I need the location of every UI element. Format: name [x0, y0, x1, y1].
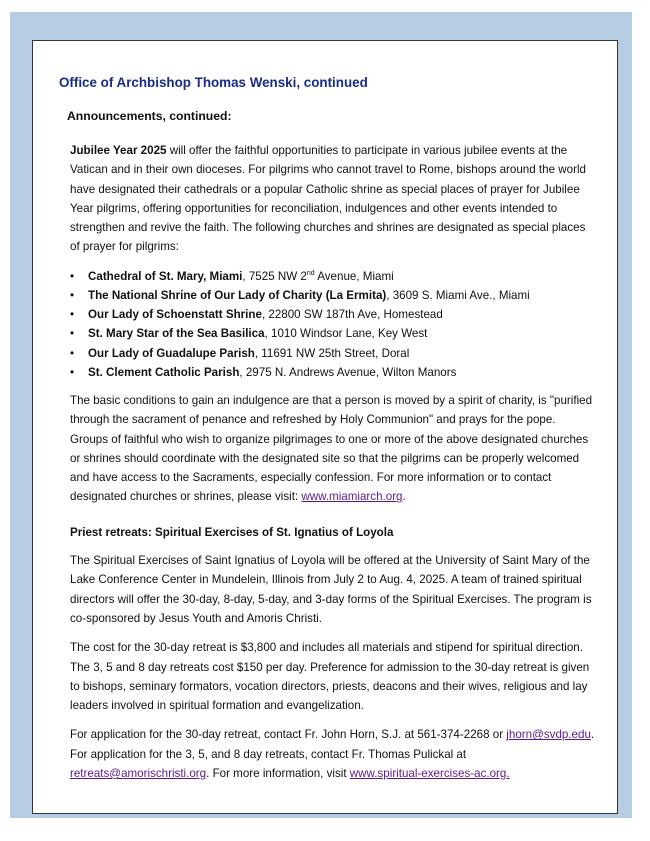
announcements-subheading: Announcements, continued:	[67, 109, 232, 123]
list-item	[70, 286, 596, 305]
church-address: , 7525 NW 2	[242, 269, 307, 283]
church-list	[70, 267, 596, 382]
retreats-paragraph-2: The cost for the 30-day retreat is $3,800 and includes all materials and stipend for spiritual direction. The 3, 5 and 8 day retreats cost $150 per day. Preference for admission to the 30-day retreat is given to bishops, seminary formators, vocation directors, priests, deacons and their wives, religious and lay leaders involved in spiritual formation and evangelization.	[70, 641, 590, 713]
list-item	[70, 344, 596, 363]
bullet-icon: •	[70, 308, 75, 322]
bullet-icon: •	[70, 346, 75, 360]
jubilee-text: will offer the faithful opportunities to participate in various jubilee events at the Vatican and in their own dioceses. For pilgrims who cannot travel to Rome, bishops around the world have designated their cathedrals or a popular Catholic shrine as special places of prayer for Jubilee Year pilgrims, offering opportunities for reconciliation, indulgences and other events intended to strengthen and revive the faith. The following churches and shrines are designated as special places of prayer for pilgrims:	[70, 144, 586, 254]
church-name: St. Mary Star of the Sea Basilica	[88, 327, 265, 341]
email-link-jhorn[interactable]: jhorn@svdp.edu	[506, 728, 591, 742]
bullet-icon: •	[70, 288, 75, 302]
website-link[interactable]: www.spiritual-exercises-ac.org.	[349, 767, 510, 781]
indulgence-paragraph	[70, 391, 596, 507]
page-frame	[10, 12, 632, 818]
church-name: The National Shrine of Our Lady of Charity (La Ermita)	[88, 288, 387, 302]
church-address: , 2975 N. Andrews Avenue, Wilton Manors	[239, 365, 457, 379]
ordinal-suffix: nd	[306, 269, 315, 277]
church-address: , 22800 SW 187th Ave, Homestead	[261, 308, 443, 322]
church-name: Our Lady of Schoenstatt Shrine	[88, 308, 262, 322]
church-name: Our Lady of Guadalupe Parish	[88, 346, 255, 360]
church-address: , 3609 S. Miami Ave., Miami	[386, 288, 530, 302]
church-name: St. Clement Catholic Parish	[88, 365, 240, 379]
miamiarch-link[interactable]: www.miamiarch.org	[301, 490, 403, 504]
email-link-retreats[interactable]: retreats@amorischristi.org	[70, 767, 207, 781]
bullet-icon: •	[70, 269, 75, 283]
list-item	[70, 267, 596, 286]
indulgence-text: The basic conditions to gain an indulgence are that a person is moved by a spirit of charity, is "purified through the sacrament of penance and refreshed by Holy Communion" and prays for the pope. Groups of faithful who wish to organize pilgrimages to one or more of the above designated churches or shrines should coordinate with the designated site so that the pilgrims can be properly welcomed and have access to the Sacraments, especially confession. For more information or to contact designated churches or shrines, please visit:	[70, 394, 593, 504]
church-address-rest: Avenue, Miami	[314, 269, 394, 283]
church-address: , 11691 NW 25th Street, Doral	[254, 346, 410, 360]
page-header: Office of Archbishop Thomas Wenski, continued	[59, 75, 368, 90]
list-item	[70, 324, 596, 343]
list-item	[70, 363, 596, 382]
document-page	[32, 40, 618, 814]
jubilee-lead: Jubilee Year 2025	[70, 144, 167, 157]
contact-text-2: . For application for the 3, 5, and 8 day retreats, contact Fr. Thomas Pulickal at	[70, 728, 595, 761]
church-name: Cathedral of St. Mary, Miami	[88, 269, 243, 283]
content-body	[70, 141, 596, 793]
indulgence-end: .	[402, 490, 406, 504]
contact-text-1: For application for the 30-day retreat, contact Fr. John Horn, S.J. at 561-374-2268 or	[70, 728, 507, 742]
retreats-title: Priest retreats: Spiritual Exercises of St. Ignatius of Loyola	[70, 525, 394, 539]
bullet-icon: •	[70, 365, 75, 379]
list-item	[70, 305, 596, 324]
retreats-contact-paragraph	[70, 725, 596, 783]
jubilee-paragraph	[70, 141, 596, 257]
contact-text-3: . For more information, visit	[206, 767, 350, 781]
retreats-paragraph-1: The Spiritual Exercises of Saint Ignatius of Loyola will be offered at the University of Saint Mary of the Lake Conference Center in Mundelein, Illinois from July 2 to Aug. 4, 2025. A team of trained spiritual directors will offer the 30-day, 8-day, 5-day, and 3-day forms of the Spiritual Exercises. The program is co-sponsored by Jesus Youth and Amoris Christi.	[70, 554, 592, 625]
bullet-icon: •	[70, 327, 75, 341]
church-address: , 1010 Windsor Lane, Key West	[264, 327, 428, 341]
